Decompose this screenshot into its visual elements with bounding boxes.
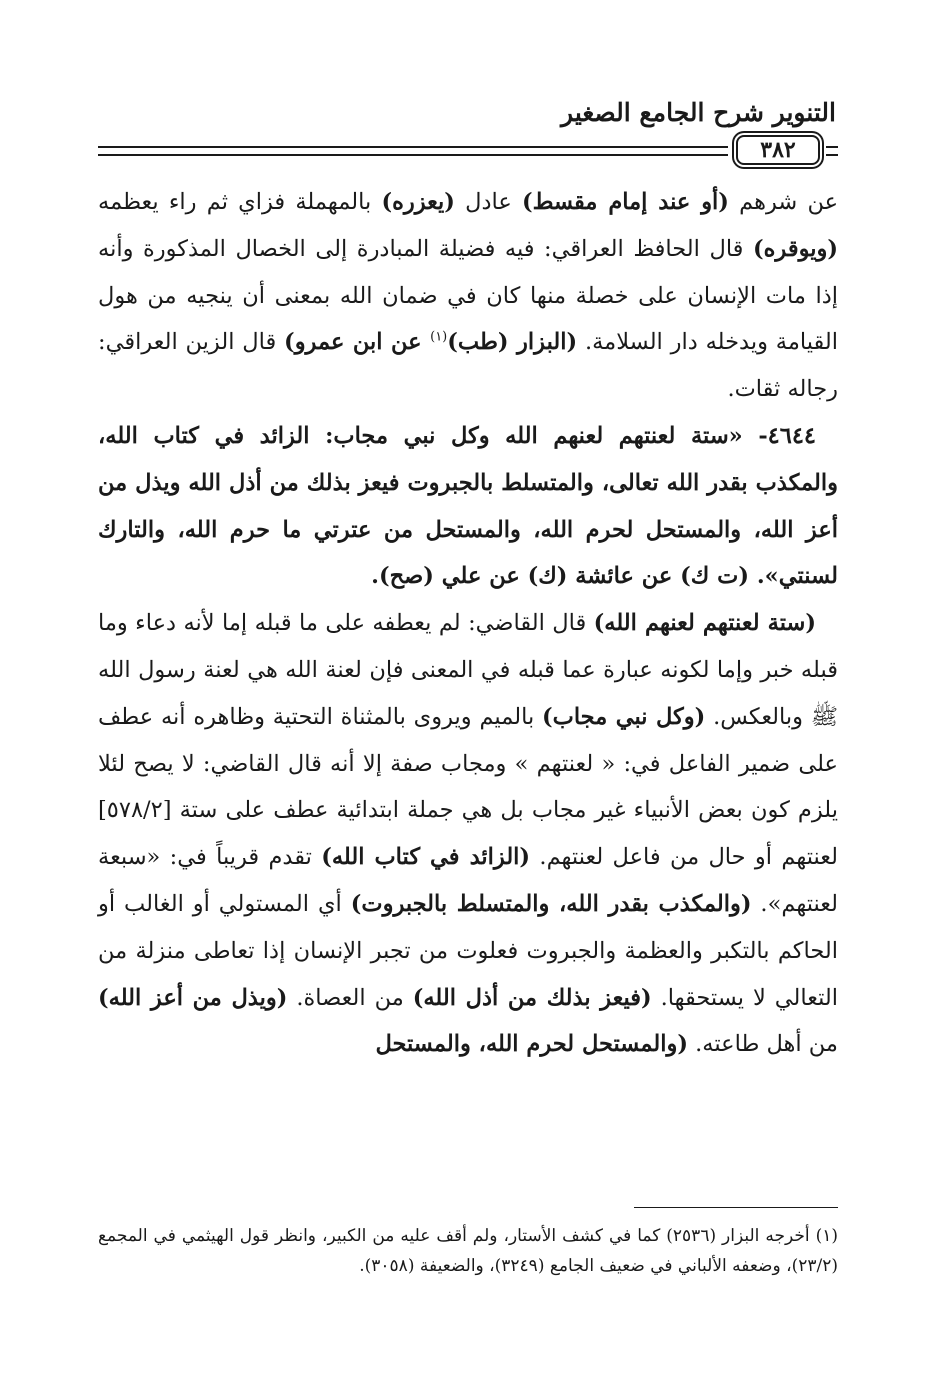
- paragraph-commentary-2: [98, 600, 838, 1068]
- text-run: من العصاة.: [287, 984, 413, 1011]
- page-number: ٣٨٢: [736, 135, 820, 165]
- footnote-1: (١) أخرجه البزار (٢٥٣٦) كما في كشف الأستار، ولم أقف عليه من الكبير، وانظر قول الهيثمي في المجمع (٢٣/٢)، وضعفه الألباني في ضعيف الجامع (٣٢٤٩)، والضعيفة (٣٠٥٨).: [98, 1226, 838, 1276]
- text-run: من أهل طاعته.: [688, 1031, 838, 1058]
- header-rule-end: [826, 146, 838, 156]
- text-run: بالميم ويروى بالمثناة التحتية وظاهره أنه عطف على ضمير الفاعل في: « لعنتهم » ومجاب صفة إلا أنه قال القاضي: لا يصح لئلا يلزم كون بعض الأنبياء غير مجاب بل هي جملة ابتدائية عطف على ستة [٥٧٨/٢] لعنتهم أو حال من فاعل لعنتهم.: [98, 703, 838, 871]
- bold-quote: (ويذل من أعز الله): [98, 984, 288, 1011]
- bold-quote: (أو عند إمام مقسط): [521, 189, 729, 215]
- book-page: [98, 95, 838, 1305]
- text-run: قال القاضي: لم يعطفه على ما قبله إما لأنه دعاء وما قبله خبر وإما لكونه عبارة عما قبله في المعنى فإن لعنة الله هي لعنة رسول الله ﷺ وبالعكس.: [98, 610, 838, 730]
- hadith-text: [98, 413, 838, 600]
- running-header-title: التنوير شرح الجامع الصغير: [561, 98, 836, 127]
- header-rule: [98, 135, 838, 165]
- text-run: أي المستولي أو الغالب أو الحاكم بالتكبر والعظمة والجبروت فعلوت من تجبر الإنسان إذا تعاطى منزلة من التعالي لا يستحقها.: [98, 890, 839, 1011]
- text-run: قال الحافظ العراقي: فيه فضيلة المبادرة إلى الخصال المذكورة وأنه إذا مات الإنسان على خصلة منها كان في ضمان الله بمعنى أن ينجيه من هول القيامة ويدخله دار السلامة.: [98, 235, 839, 356]
- bold-quote: (وكل نبي مجاب): [542, 703, 706, 730]
- footnote-separator: [634, 1207, 838, 1208]
- footnote-marker[interactable]: (١): [430, 329, 448, 345]
- text-run: تقدم قريباً في: «سبعة لعنتهم».: [98, 844, 838, 917]
- paragraph-commentary-1: [98, 179, 838, 413]
- text-run: بالمهملة فزاي ثم راء يعظمه: [98, 189, 382, 215]
- bold-quote: (يعزره): [381, 189, 455, 215]
- bold-quote: (الزائد في كتاب الله): [321, 844, 531, 871]
- footnotes: [98, 1221, 838, 1281]
- header-double-rule: [98, 146, 728, 156]
- text-run: قال الزين العراقي: رجاله ثقات.: [98, 329, 838, 403]
- text-run: عن شرهم: [728, 189, 838, 215]
- bold-quote: (والمستحل لحرم الله، والمستحل: [375, 1031, 688, 1058]
- bold-quote: (والمكذب بقدر الله، والمتسلط بالجبروت): [350, 890, 752, 917]
- bold-quote: (البزار (طب): [447, 329, 578, 356]
- bold-quote: عن ابن عمرو): [284, 329, 431, 356]
- main-text: [98, 179, 838, 1068]
- bold-quote: (ويوقره): [752, 235, 838, 262]
- bold-quote: (ستة لعنتهم لعنهم الله): [593, 610, 816, 637]
- text-run: عادل: [454, 189, 522, 215]
- hadith-bold: ٤٦٤٤- «ستة لعنتهم لعنهم الله وكل نبي مجاب: الزائد في كتاب الله، والمكذب بقدر الله تعالى، والمتسلط بالجبروت فيعز بذلك من أذل الله ويذل من أعز الله، والمستحل لحرم الله، والمستحل من عترتي ما حرم الله، والتارك لسنتي». (ت ك) عن عائشة (ك) عن علي (صح).: [98, 422, 838, 590]
- bold-quote: (فيعز بذلك من أذل الله): [412, 984, 652, 1011]
